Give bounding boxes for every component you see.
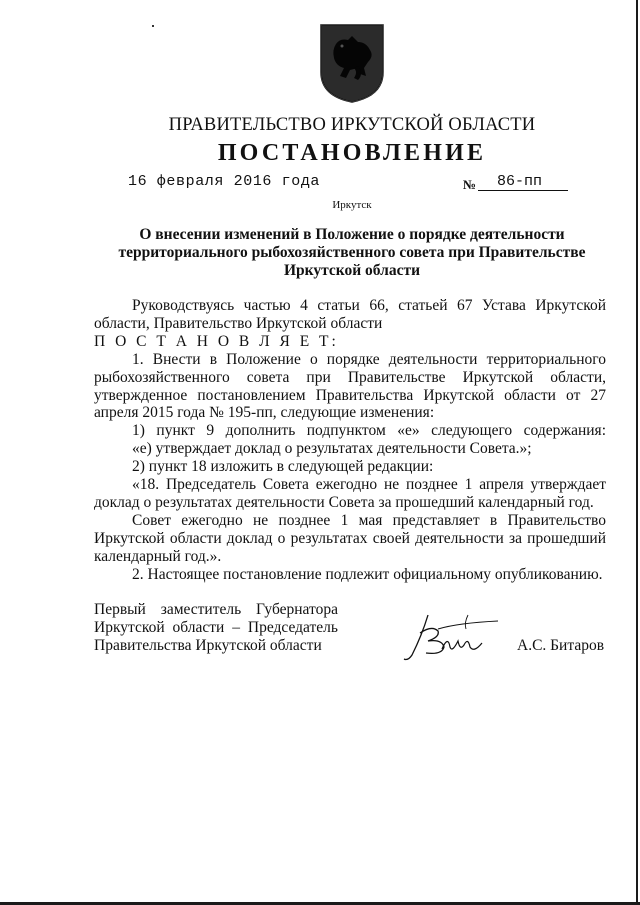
signatory-title-line-2: Иркутской области – Председатель [94, 619, 338, 636]
item-1-1-text: «е) утверждает доклад о результатах деятельности Совета.»; [132, 440, 532, 458]
scan-border-right [636, 0, 638, 905]
signatory-title [94, 601, 354, 655]
document-number: 86-пп [497, 173, 543, 190]
preamble-paragraph: Руководствуясь частью 4 статьи 66, статьей 67 Устава Иркутской области, Правительство Иркутской области [94, 297, 606, 332]
item-1-paragraph: 1. Внести в Положение о порядке деятельности территориального рыбохозяйственного совета при Правительстве Иркутской области, утвержденное постановлением Правительства Иркутской области от 27 апреля 2015 года № 195-пп, следующие изменения: [94, 350, 606, 422]
item-1-2-text-a: «18. Председатель Совета ежегодно не позднее 1 апреля утверждает доклад о результатах деятельности Совета за прошедший календарный год. [94, 476, 606, 511]
document-subject: О внесении изменений в Положение о порядке деятельности территориального рыбохозяйственного совета при Правительстве Иркутской области [118, 226, 586, 279]
handwritten-signature [398, 607, 502, 665]
signatory-name: А.С. Битаров [517, 637, 605, 654]
scan-speck [152, 25, 154, 27]
number-underline [478, 190, 568, 191]
signatory-title-line-3: Правительства Иркутской области [94, 637, 322, 654]
irkutsk-coat-of-arms-icon [318, 22, 386, 104]
city-name: Иркутск [332, 199, 372, 211]
decree-word: П О С Т А Н О В Л Я Е Т: [94, 332, 339, 350]
item-2-paragraph: 2. Настоящее постановление подлежит официальному опубликованию. [132, 565, 603, 583]
document-body [94, 297, 606, 584]
item-1-1-paragraph: 1) пункт 9 дополнить подпунктом «е» следующего содержания: [132, 422, 606, 440]
item-1-2-text-b: Совет ежегодно не позднее 1 мая представляет в Правительство Иркутской области доклад о результатах своей деятельности за прошедший календарный год.». [94, 511, 606, 565]
document-date: 16 февраля 2016 года [128, 173, 321, 190]
government-name: ПРАВИТЕЛЬСТВО ИРКУТСКОЙ ОБЛАСТИ [168, 115, 536, 135]
number-label: № [463, 177, 477, 192]
document-type: ПОСТАНОВЛЕНИЕ [217, 140, 487, 166]
signatory-title-line-1: Первый заместитель Губернатора [94, 601, 338, 618]
item-1-2-paragraph: 2) пункт 18 изложить в следующей редакции: [132, 458, 434, 476]
